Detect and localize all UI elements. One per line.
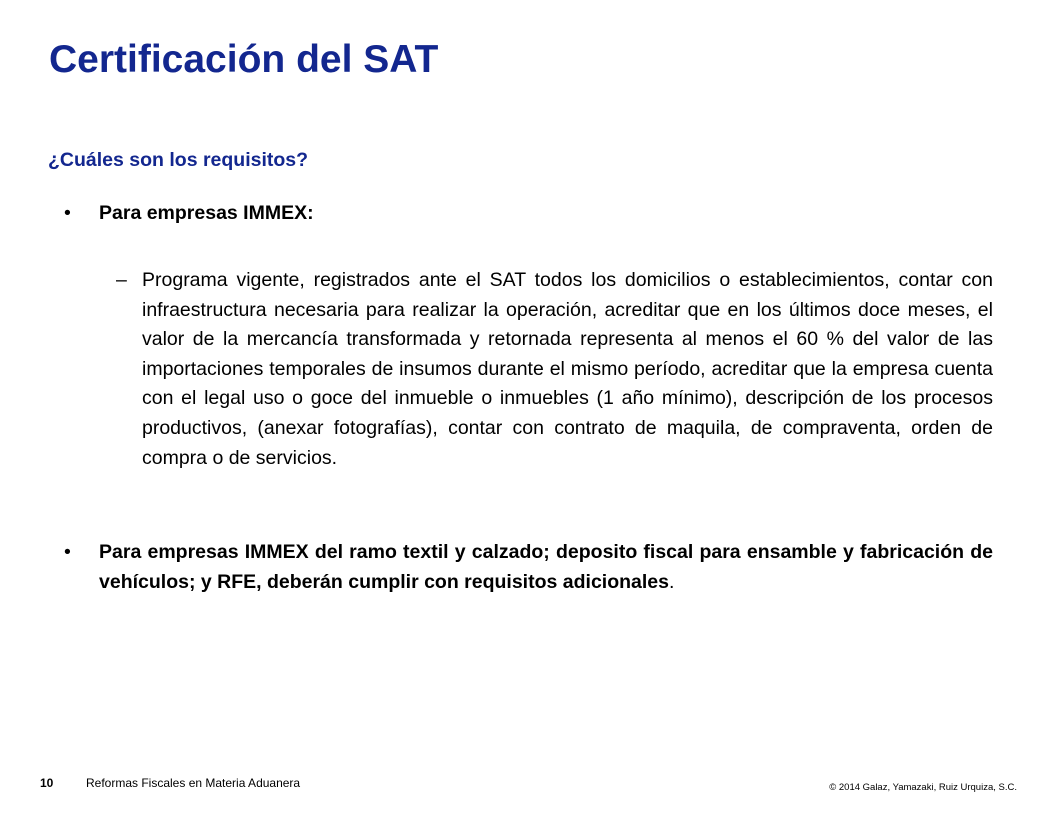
slide-title: Certificación del SAT [49,38,439,81]
bullet-marker: • [64,202,71,224]
slide-subtitle: ¿Cuáles son los requisitos? [48,149,309,171]
bullet-additional-requirements [99,538,993,597]
footer-page-number: 10 [40,776,54,790]
bullet-immex-label: Para empresas IMMEX: [99,202,314,224]
bullet-marker: • [64,541,71,563]
sub-bullet-marker: – [116,269,127,291]
footer-presentation-title: Reformas Fiscales en Materia Aduanera [86,776,301,790]
sub-bullet-requirements-text: Programa vigente, registrados ante el SAT todos los domicilios o establecimientos, contar con infraestructura necesaria para realizar la operación, acreditar que en los últimos doce meses, el valor de la mercancía transformada y retornada representa al menos el 60 % del valor de las importaciones temporales de insumos durante el mismo período, acreditar que la empresa cuenta con el legal uso o goce del inmueble o inmuebles (1 año mínimo), descripción de los procesos productivos, (anexar fotografías), contar con contrato de maquila, de compraventa, orden de compra o de servicios. [142,269,993,469]
bullet-trailing-period: . [669,570,675,593]
bullet-additional-requirements-text: Para empresas IMMEX del ramo textil y calzado; deposito fiscal para ensamble y fabricación de vehículos; y RFE, deberán cumplir con requisitos adicionales [99,541,993,593]
footer-copyright: © 2014 Galaz, Yamazaki, Ruiz Urquiza, S.C. [829,782,1017,793]
